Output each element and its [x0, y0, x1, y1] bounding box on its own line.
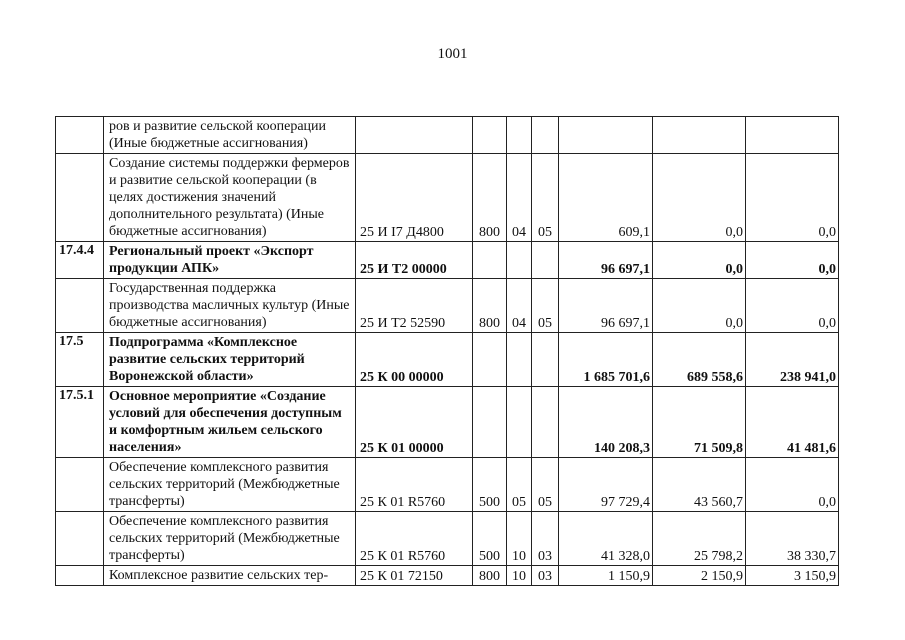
budget-code: [356, 117, 473, 154]
amount-year-2: 689 558,6: [653, 333, 746, 387]
amount-year-2: 0,0: [653, 154, 746, 242]
row-name: Обеспечение комплексного развития сельских территорий (Межбюджетные трансферты): [104, 458, 356, 512]
row-index: [56, 154, 104, 242]
amount-year-3: 38 330,7: [746, 512, 839, 566]
expense-type: [473, 333, 507, 387]
row-index: [56, 279, 104, 333]
table-row: [56, 566, 839, 586]
section: [507, 387, 532, 458]
amount-year-3: 3 150,9: [746, 566, 839, 586]
row-name: Создание системы поддержки фермеров и развитие сельской кооперации (в целях достижения значений дополнительного результата) (Иные бюджетные ассигнования): [104, 154, 356, 242]
table-row: [56, 154, 839, 242]
subsection: [532, 242, 559, 279]
subsection: 05: [532, 458, 559, 512]
row-index: [56, 566, 104, 586]
amount-year-1: 609,1: [559, 154, 653, 242]
expense-type: 800: [473, 154, 507, 242]
amount-year-3: 41 481,6: [746, 387, 839, 458]
row-name: Обеспечение комплексного развития сельских территорий (Межбюджетные трансферты): [104, 512, 356, 566]
budget-code: 25 К 01 R5760: [356, 512, 473, 566]
section: 10: [507, 512, 532, 566]
amount-year-1: 140 208,3: [559, 387, 653, 458]
amount-year-3: 0,0: [746, 279, 839, 333]
amount-year-2: 2 150,9: [653, 566, 746, 586]
budget-code: 25 К 01 00000: [356, 387, 473, 458]
row-name: Подпрограмма «Комплексное развитие сельских территорий Воронежской области»: [104, 333, 356, 387]
table-row: [56, 387, 839, 458]
table-row: [56, 242, 839, 279]
row-name: Государственная поддержка производства масличных культур (Иные бюджетные ассигнования): [104, 279, 356, 333]
expense-type: 800: [473, 566, 507, 586]
page-number: 1001: [437, 46, 468, 62]
subsection: 03: [532, 566, 559, 586]
expense-type: [473, 242, 507, 279]
amount-year-1: 1 685 701,6: [559, 333, 653, 387]
table-row: [56, 458, 839, 512]
amount-year-3: [746, 117, 839, 154]
subsection: 05: [532, 154, 559, 242]
budget-code: 25 К 00 00000: [356, 333, 473, 387]
amount-year-2: 71 509,8: [653, 387, 746, 458]
table-row: [56, 333, 839, 387]
subsection: [532, 333, 559, 387]
amount-year-3: 238 941,0: [746, 333, 839, 387]
row-index: 17.4.4: [56, 242, 104, 279]
row-name: Основное мероприятие «Создание условий для обеспечения доступным и комфортным жильем сельского населения»: [104, 387, 356, 458]
budget-code: 25 И Т2 52590: [356, 279, 473, 333]
subsection: 03: [532, 512, 559, 566]
expense-type: 500: [473, 458, 507, 512]
row-index: 17.5.1: [56, 387, 104, 458]
row-name: Комплексное развитие сельских тер-: [104, 566, 356, 586]
table-row: [56, 117, 839, 154]
amount-year-1: 1 150,9: [559, 566, 653, 586]
amount-year-3: 0,0: [746, 458, 839, 512]
section: 04: [507, 154, 532, 242]
amount-year-1: 97 729,4: [559, 458, 653, 512]
budget-code: 25 И I7 Д4800: [356, 154, 473, 242]
budget-code: 25 И Т2 00000: [356, 242, 473, 279]
amount-year-2: 0,0: [653, 279, 746, 333]
row-index: 17.5: [56, 333, 104, 387]
subsection: [532, 117, 559, 154]
amount-year-2: 43 560,7: [653, 458, 746, 512]
amount-year-3: 0,0: [746, 242, 839, 279]
row-index: [56, 512, 104, 566]
table-row: [56, 512, 839, 566]
table-row: [56, 279, 839, 333]
section: [507, 242, 532, 279]
amount-year-2: 25 798,2: [653, 512, 746, 566]
section: 05: [507, 458, 532, 512]
budget-code: 25 К 01 R5760: [356, 458, 473, 512]
expense-type: 800: [473, 279, 507, 333]
amount-year-1: 96 697,1: [559, 279, 653, 333]
row-index: [56, 458, 104, 512]
budget-table: [55, 116, 839, 586]
row-index: [56, 117, 104, 154]
section: 04: [507, 279, 532, 333]
row-name: ров и развитие сельской кооперации (Иные бюджетные ассигнования): [104, 117, 356, 154]
amount-year-1: 96 697,1: [559, 242, 653, 279]
section: [507, 117, 532, 154]
subsection: [532, 387, 559, 458]
amount-year-3: 0,0: [746, 154, 839, 242]
amount-year-1: [559, 117, 653, 154]
section: [507, 333, 532, 387]
amount-year-1: 41 328,0: [559, 512, 653, 566]
amount-year-2: [653, 117, 746, 154]
expense-type: [473, 117, 507, 154]
budget-code: 25 К 01 72150: [356, 566, 473, 586]
row-name: Региональный проект «Экспорт продукции АПК»: [104, 242, 356, 279]
amount-year-2: 0,0: [653, 242, 746, 279]
section: 10: [507, 566, 532, 586]
expense-type: [473, 387, 507, 458]
subsection: 05: [532, 279, 559, 333]
expense-type: 500: [473, 512, 507, 566]
